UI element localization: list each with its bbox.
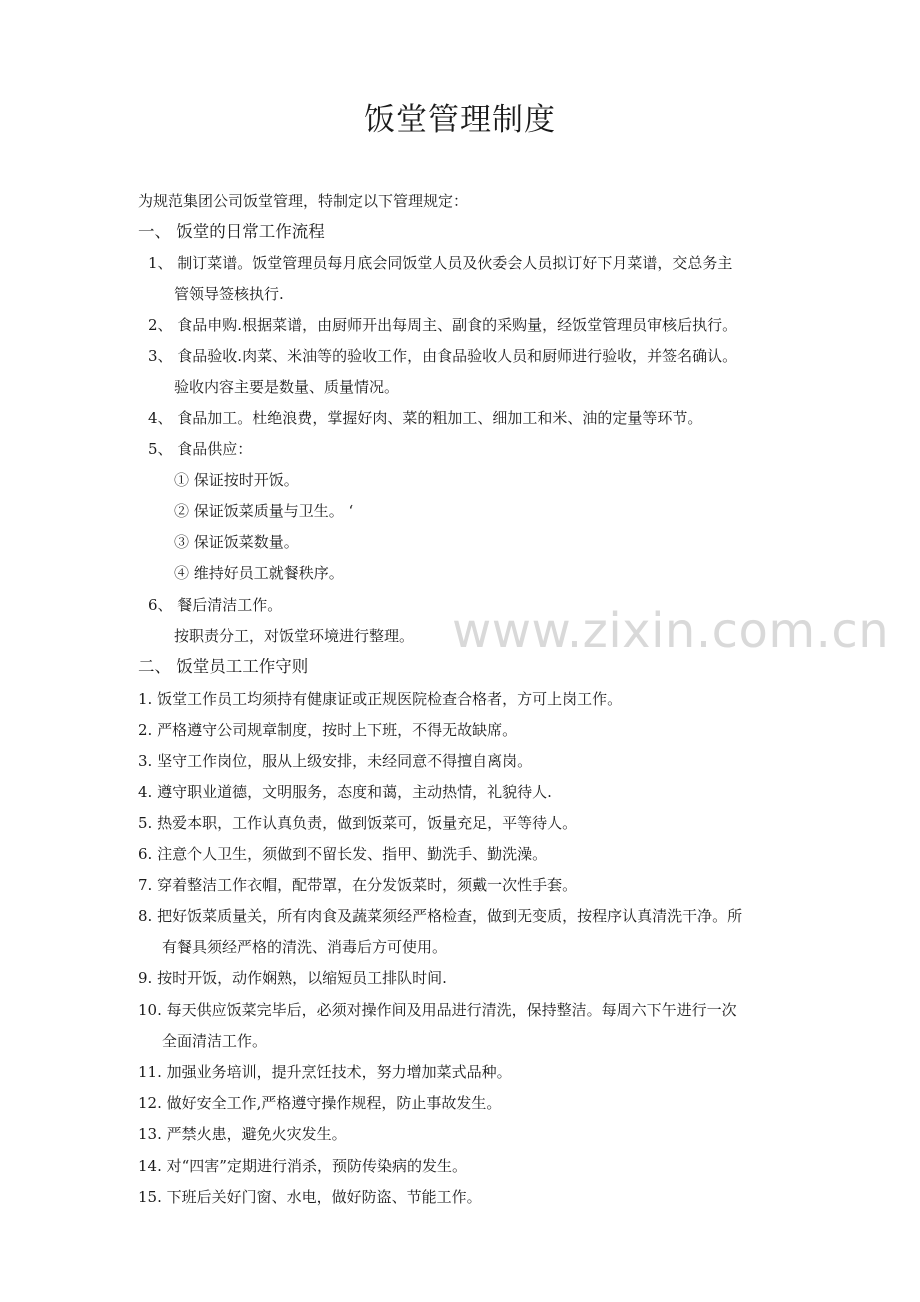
workflow-item-4: 4、 食品加工。杜绝浪费，掌握好肉、菜的粗加工、细加工和米、油的定量等环节。	[148, 409, 703, 427]
rule-item-8-cont: 有餐具须经严格的清洗、消毒后方可使用。	[162, 938, 448, 956]
supply-subitem-4: ④ 维持好员工就餐秩序。	[174, 564, 344, 582]
rule-item-2: 2. 严格遵守公司规章制度，按时上下班，不得无故缺席。	[138, 721, 518, 739]
watermark: www.zixin.com.cn	[452, 603, 890, 659]
rule-item-13: 13. 严禁火患，避免火灾发生。	[138, 1125, 347, 1143]
workflow-item-3-cont: 验收内容主要是数量、质量情况。	[174, 378, 400, 396]
workflow-item-1-cont: 管领导签核执行.	[174, 285, 284, 303]
supply-subitem-3: ③ 保证饭菜数量。	[174, 533, 299, 551]
rule-item-5: 5. 热爱本职，工作认真负责，做到饭菜可，饭量充足，平等待人。	[138, 814, 578, 832]
rule-item-11: 11. 加强业务培训，提升烹饪技术，努力增加菜式品种。	[138, 1063, 512, 1081]
rule-item-7: 7. 穿着整洁工作衣帽，配带罩，在分发饭菜时，须戴一次性手套。	[138, 876, 578, 894]
section-heading-staff-rules: 二、 饭堂员工工作守则	[138, 657, 309, 676]
section-heading-daily-workflow: 一、 饭堂的日常工作流程	[138, 222, 325, 241]
rule-item-1: 1. 饭堂工作员工均须持有健康证或正规医院检查合格者，方可上岗工作。	[138, 690, 623, 708]
rule-item-15: 15. 下班后关好门窗、水电，做好防盗、节能工作。	[138, 1188, 482, 1206]
rule-item-9: 9. 按时开饭，动作娴熟，以缩短员工排队时间.	[138, 969, 447, 987]
supply-subitem-2: ② 保证饭菜质量与卫生。 ‘	[174, 502, 354, 520]
workflow-item-2: 2、 食品申购.根据菜谱，由厨师开出每周主、副食的采购量，经饭堂管理员审核后执行。	[148, 316, 738, 334]
document-title: 饭堂管理制度	[364, 102, 556, 138]
rule-item-10-cont: 全面清洁工作。	[162, 1032, 268, 1050]
rule-item-10: 10. 每天供应饭菜完毕后，必须对操作间及用品进行清洗，保持整洁。每周六下午进行一次	[138, 1001, 737, 1019]
workflow-item-3: 3、 食品验收.肉菜、米油等的验收工作，由食品验收人员和厨师进行验收，并签名确认。	[148, 347, 738, 365]
rule-item-8: 8. 把好饭菜质量关，所有肉食及蔬菜须经严格检查，做到无变质，按程序认真清洗干净。所	[138, 907, 743, 925]
rule-item-6: 6. 注意个人卫生，须做到不留长发、指甲、勤洗手、勤洗澡。	[138, 845, 548, 863]
workflow-item-5: 5、 食品供应：	[148, 440, 253, 458]
rule-item-12: 12. 做好安全工作,严格遵守操作规程，防止事故发生。	[138, 1094, 502, 1112]
workflow-item-1: 1、 制订菜谱。饭堂管理员每月底会同饭堂人员及伙委会人员拟订好下月菜谱，交总务主	[148, 254, 733, 272]
supply-subitem-1: ① 保证按时开饭。	[174, 471, 299, 489]
rule-item-4: 4. 遵守职业道德，文明服务，态度和蔼，主动热情，礼貌待人.	[138, 783, 552, 801]
rule-item-14: 14. 对“四害”定期进行消杀，预防传染病的发生。	[138, 1157, 467, 1175]
rule-item-3: 3. 坚守工作岗位，服从上级安排，未经同意不得擅自离岗。	[138, 752, 533, 770]
workflow-item-6-cont: 按职责分工，对饭堂环境进行整理。	[174, 627, 415, 645]
intro-text: 为规范集团公司饭堂管理，特制定以下管理规定：	[138, 192, 469, 210]
workflow-item-6: 6、 餐后清洁工作。	[148, 596, 283, 614]
